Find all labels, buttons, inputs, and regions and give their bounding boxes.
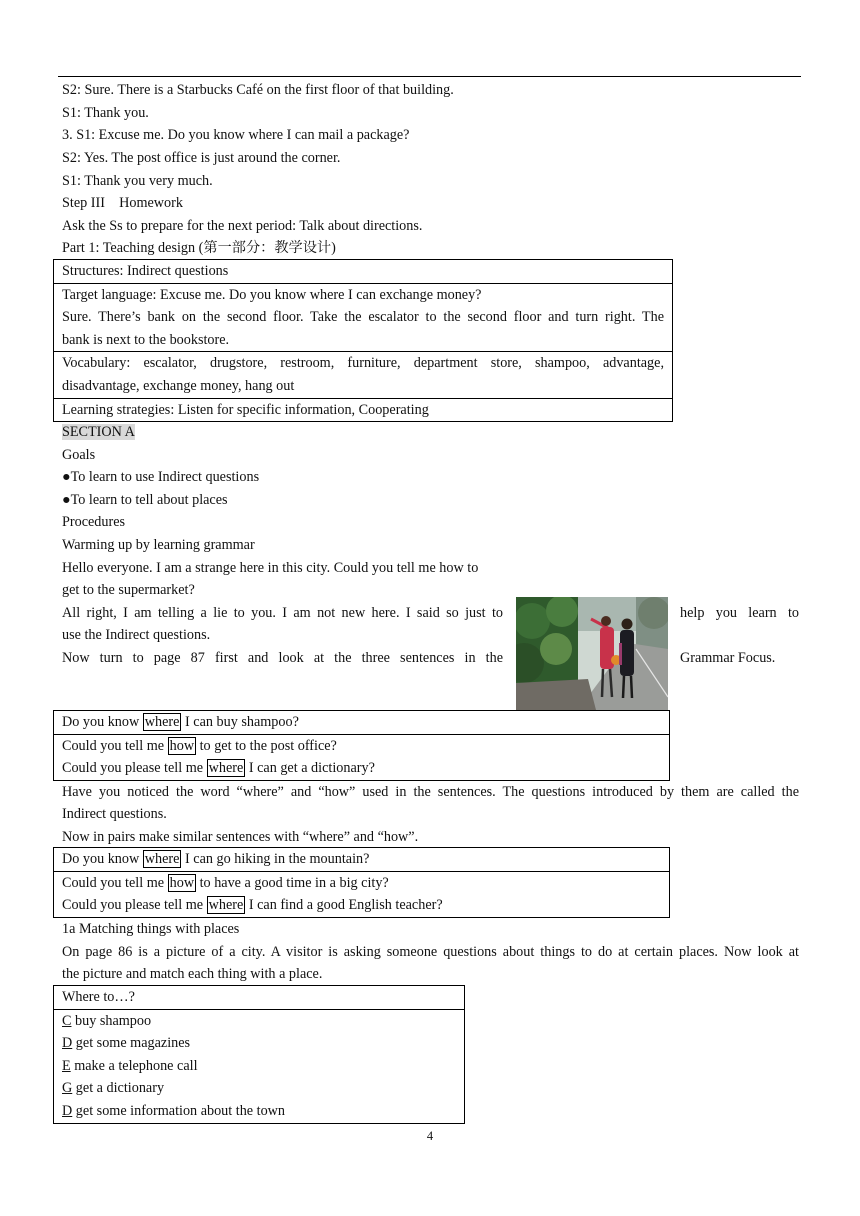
item-text: buy shampoo [71,1012,152,1029]
answer-letter: D [62,1102,73,1119]
where-to-table [53,985,465,1124]
goal-bullet: ●To learn to use Indirect questions [62,469,260,485]
dialog-line: S1: Thank you. [62,105,149,121]
paragraph-line: use the Indirect questions. [62,627,211,643]
sentence-part: Could you please tell me [62,760,207,777]
table-row [54,848,669,871]
boxed-question-word: how [169,874,195,891]
structures-cell [54,260,672,283]
pair-sentences-table [53,847,670,918]
item-text: get some magazines [72,1035,191,1052]
section-title-text: SECTION A [62,424,135,440]
sentence-part: Do you know [62,714,143,730]
dialog-line: S2: Sure. There is a Starbucks Café on the first floor of that building. [62,82,454,98]
target-language-text: Target language: Excuse me. Do you know where I can exchange money? [62,286,482,303]
paragraph-line: Hello everyone. I am a strange here in this city. Could you tell me how to [62,560,479,576]
sentence-part: I can buy shampoo? [181,714,299,730]
list-item [62,1055,456,1078]
sentence-part: to get to the post office? [196,737,337,754]
vocabulary-cell [54,351,672,397]
target-language-text: Sure. There’s bank on the second floor. Take the escalator to the second floor and turn right. The [62,309,664,326]
list-item [62,1010,456,1033]
boxed-question-word: where [144,851,180,867]
paragraph-line: All right, I am telling a lie to you. I am not new here. I said so just to [62,605,503,621]
warming-heading: Warming up by learning grammar [62,537,255,553]
dialog-line: S2: Yes. The post office is just around the corner. [62,150,341,166]
paragraph-line: On page 86 is a picture of a city. A visitor is asking someone questions about things to do at certain places. Now look at [62,944,799,960]
boxed-question-word: where [208,760,244,777]
table-body [54,1009,464,1123]
sentence-part: Could you please tell me [62,897,207,914]
paragraph-line: the picture and match each thing with a place. [62,966,323,982]
boxed-question-word: how [169,737,195,754]
paragraph-line: Now turn to page 87 first and look at the three sentences in the [62,650,503,666]
answer-letter: E [62,1057,71,1074]
list-item [62,1077,456,1100]
boxed-question-word: where [208,897,244,914]
item-text: make a telephone call [70,1057,198,1074]
strategies-text: Learning strategies: Listen for specific information, Cooperating [62,401,429,418]
structures-text: Structures: Indirect questions [62,263,229,279]
paragraph-line: Indirect questions. [62,806,167,822]
list-item [62,1100,456,1123]
header-rule [58,76,801,77]
teaching-design-table [53,259,673,422]
activity-heading: 1a Matching things with places [62,921,240,937]
strategies-cell [54,398,672,422]
step-heading: Step III Homework [62,195,183,211]
sentence-part: I can get a dictionary? [245,760,375,777]
item-text: get some information about the town [72,1102,286,1119]
vocabulary-text: Vocabulary: escalator, drugstore, restroom, furniture, department store, shampoo, advantage, [62,355,664,372]
part-heading: Part 1: Teaching design (第一部分：教学设计) [62,240,336,256]
page-number: 4 [426,1129,434,1143]
list-item [62,1032,456,1055]
dialog-line: S1: Thank you very much. [62,173,213,189]
paragraph-line: get to the supermarket? [62,582,195,598]
target-language-text: bank is next to the bookstore. [62,331,230,348]
item-text: get a dictionary [72,1080,165,1097]
goals-heading: Goals [62,447,96,463]
table-row [54,871,669,917]
answer-letter: G [62,1080,73,1097]
sentence-part: I can find a good English teacher? [245,897,443,914]
table-header-text: Where to…? [62,989,135,1005]
procedures-heading: Procedures [62,514,126,530]
grammar-focus-table [53,710,670,781]
goal-bullet: ●To learn to tell about places [62,492,228,508]
sentence-part: I can go hiking in the mountain? [181,851,370,867]
dialog-line: 3. S1: Excuse me. Do you know where I can mail a package? [62,127,410,143]
boxed-question-word: where [144,714,180,730]
sentence-part: Could you tell me [62,737,168,754]
photo-two-women-pointing [516,597,668,710]
answer-letter: C [62,1012,72,1029]
paragraph-line: Have you noticed the word “where” and “how” used in the sentences. The questions introduced by them are called the [62,784,799,800]
paragraph-line: Grammar Focus. [680,650,776,666]
homework-text: Ask the Ss to prepare for the next period: Talk about directions. [62,218,423,234]
section-title [62,423,135,441]
paragraph-line: help you learn to [680,605,799,621]
table-row [54,734,669,780]
target-language-cell [54,283,672,352]
sentence-part: to have a good time in a big city? [196,874,389,891]
sentence-part: Do you know [62,851,143,867]
table-row [54,711,669,734]
sentence-part: Could you tell me [62,874,168,891]
vocabulary-text: disadvantage, exchange money, hang out [62,377,295,394]
answer-letter: D [62,1035,73,1052]
paragraph-line: Now in pairs make similar sentences with “where” and “how”. [62,829,419,845]
table-header [54,986,464,1009]
